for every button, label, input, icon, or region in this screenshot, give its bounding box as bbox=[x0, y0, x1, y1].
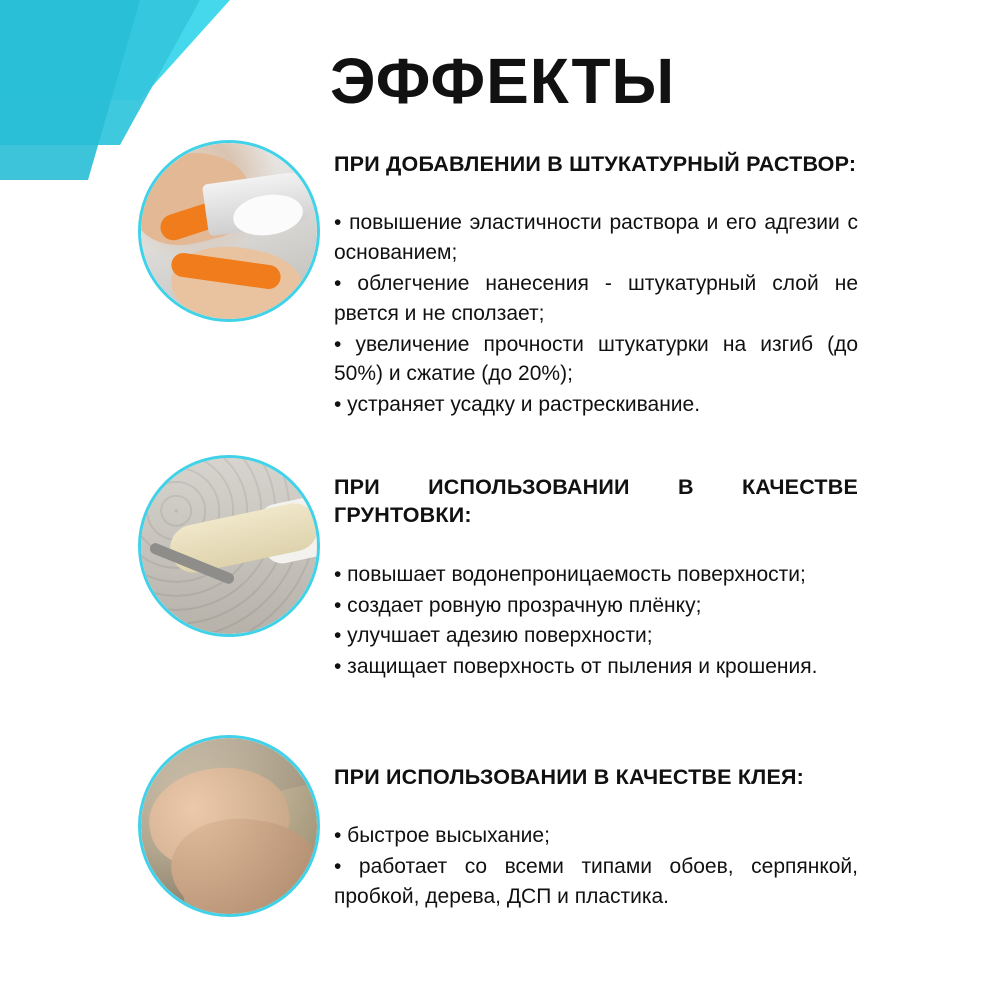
list-item: • быстрое высыхание; bbox=[334, 824, 550, 848]
list-item: • защищает поверхность от пыления и крошения. bbox=[334, 655, 818, 679]
section-primer-text bbox=[334, 473, 858, 683]
page-title: ЭФФЕКТЫ bbox=[330, 45, 676, 117]
list-item: • создает ровную прозрачную плёнку; bbox=[334, 593, 702, 617]
plaster-trowel-image bbox=[141, 143, 317, 319]
paint-roller-image bbox=[141, 458, 317, 634]
list-item: • работает со всеми типами обоев, серпянкой, пробкой, дерева, ДСП и пластика. bbox=[334, 855, 858, 908]
list-item: • увеличение прочности штукатурки на изгиб (до 50%) и сжатие (до 20%); bbox=[334, 332, 858, 386]
list-item: • повышает водонепроницаемость поверхности; bbox=[334, 562, 806, 586]
section-glue-text bbox=[334, 763, 858, 913]
section-plaster-heading: ПРИ ДОБАВЛЕНИИ В ШТУКАТУРНЫЙ РАСТВОР: bbox=[334, 152, 857, 176]
gluing-hands-image bbox=[141, 738, 317, 914]
list-item: • улучшает адезию поверхности; bbox=[334, 624, 653, 648]
list-item: • устраняет усадку и растрескивание. bbox=[334, 393, 701, 417]
section-plaster-list bbox=[334, 208, 858, 420]
paint-roller-photo bbox=[138, 455, 320, 637]
section-glue-heading: ПРИ ИСПОЛЬЗОВАНИИ В КАЧЕСТВЕ КЛЕЯ: bbox=[334, 765, 805, 789]
section-primer-list bbox=[334, 560, 858, 682]
list-item: • облегчение нанесения - штукатурный слой не рвется и не сползает; bbox=[334, 272, 858, 325]
plaster-trowel-photo bbox=[138, 140, 320, 322]
gluing-hands-photo bbox=[138, 735, 320, 917]
section-plaster-text bbox=[334, 150, 858, 421]
section-glue-list bbox=[334, 821, 858, 911]
section-primer-heading: ПРИ ИСПОЛЬЗОВАНИИ В КАЧЕСТВЕ ГРУНТОВКИ: bbox=[334, 475, 858, 528]
list-item: • повышение эластичности раствора и его адгезии с основанием; bbox=[334, 211, 858, 265]
